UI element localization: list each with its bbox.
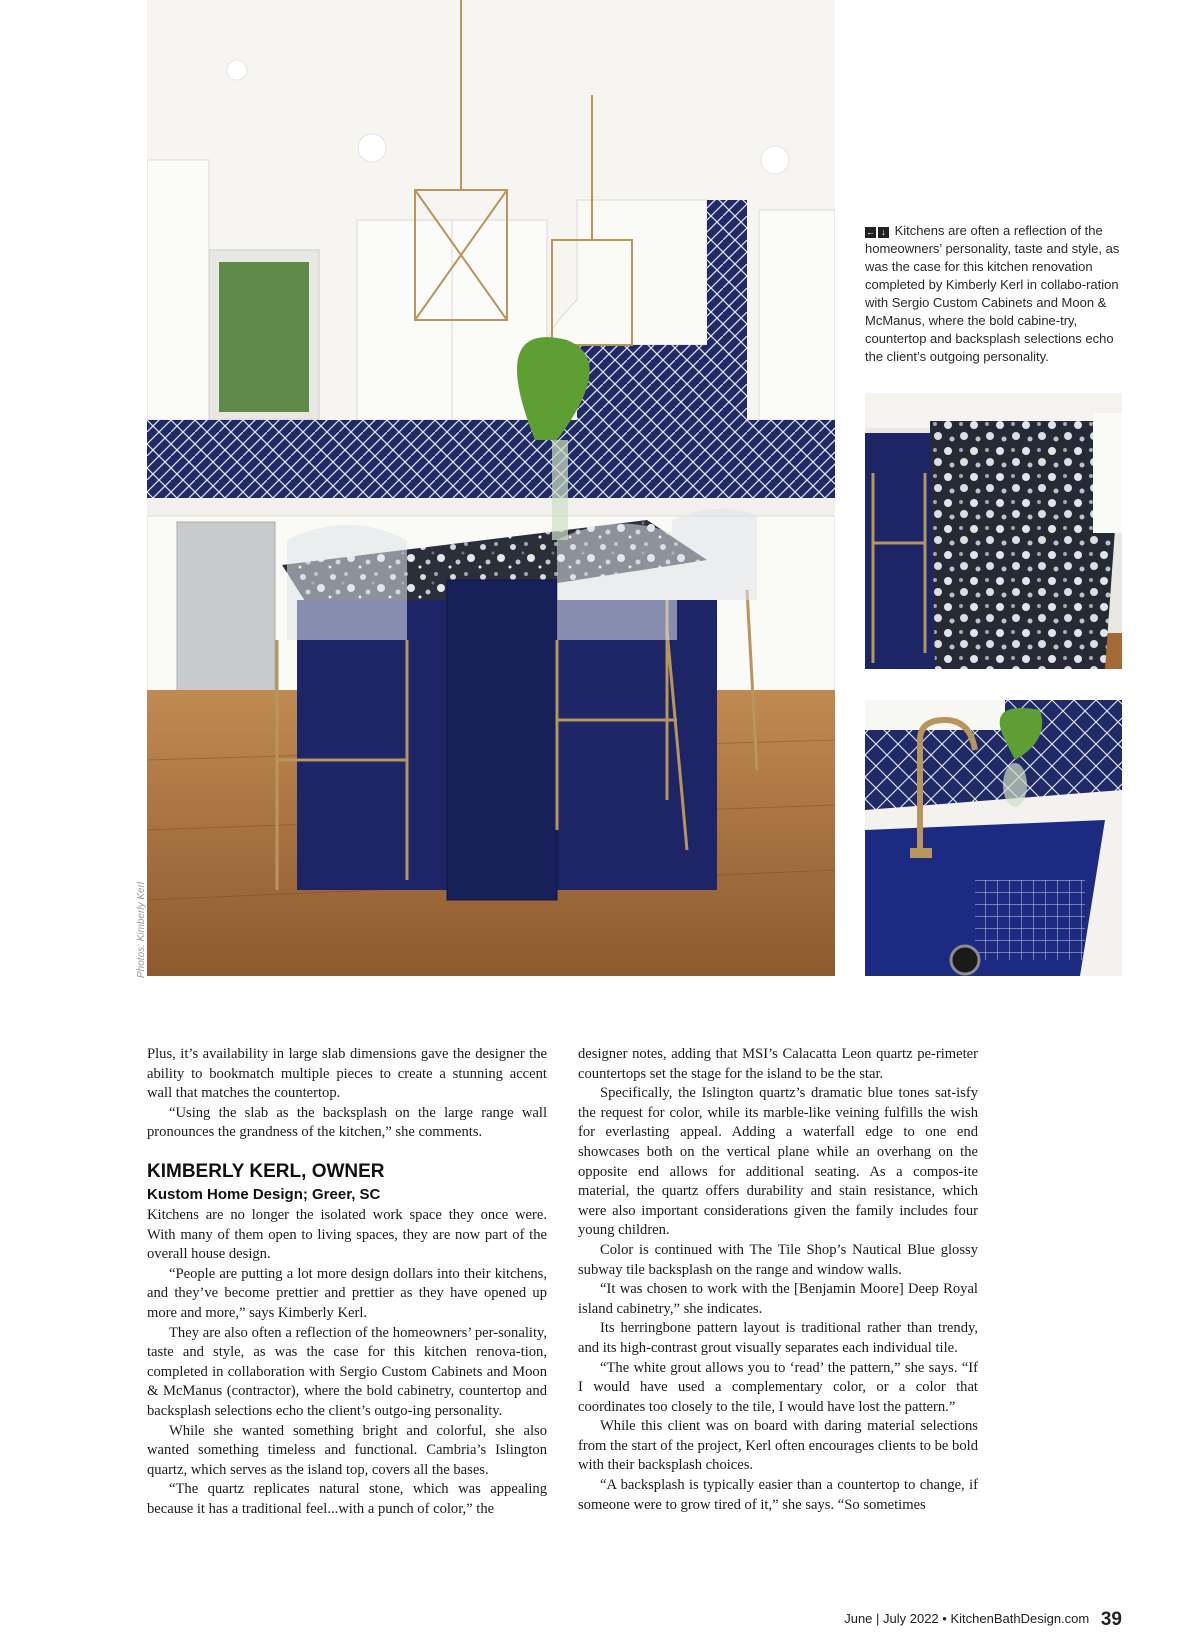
paragraph: Plus, it’s availability in large slab dimensions gave the designer the ability to bookmatch multiple pieces to create a stunning accent wall that matches the countertop.	[147, 1046, 547, 1102]
paragraph: Specifically, the Islington quartz’s dramatic blue tones sat-isfy the request for color, while its marble-like veining fulfills the wish for everlasting appeal. Adding a waterfall edge to one end showcases both on the vertical plane while an overhang on the opposite end allows for additional seating. As a compos-ite material, the quartz offers durability and stain resistance, which were also important considerations given the family includes four young children.	[578, 1085, 978, 1239]
paragraph: Kitchens are no longer the isolated work space they once were. With many of them open to living spaces, they are now part of the overall house design.	[147, 1206, 547, 1263]
article-column-right	[578, 1045, 978, 1515]
paragraph: While this client was on board with daring material selections from the start of the project, Kerl often encourages clients to be bold with their backsplash choices.	[578, 1418, 978, 1474]
photo-credit: Photos: Kimberly Kerl	[136, 881, 147, 978]
paragraph: “People are putting a lot more design dollars into their kitchens, and they’ve become prettier and prettier as they have opened up more and more,” says Kimberly Kerl.	[147, 1265, 547, 1321]
footer-issue: June | July 2022	[844, 1611, 939, 1626]
paragraph: While she wanted something bright and colorful, she also wanted something timeless and functional. Cambria’s Islington quartz, which serves as the island top, covers all the bases.	[147, 1422, 547, 1478]
caption-text: Kitchens are often a reflection of the homeowners’ personality, taste and style, as was the case for this kitchen renovation completed by Kimberly Kerl in collabo-ration with Sergio Custom Cabinets and Moon & McManus, where the bold cabine-try, countertop and backsplash selections echo the client’s outgoing personality.	[865, 223, 1120, 364]
paragraph: “Using the slab as the backsplash on the large range wall pronounces the grandness of the kitchen,” she comments.	[147, 1104, 547, 1141]
paragraph: designer notes, adding that MSI’s Calacatta Leon quartz pe-rimeter countertops set the stage for the island to be the star.	[578, 1046, 978, 1082]
article-column-left	[147, 1045, 547, 1519]
paragraph: “The white grout allows you to ‘read’ the pattern,” she says. “If I would have used a complementary color, or a color that coordinates too closely to the tile, I would have lost the pattern.”	[578, 1359, 978, 1415]
page-footer	[844, 1609, 1122, 1631]
kitchen-illustration	[147, 0, 835, 976]
arrow-left-icon: ←	[866, 227, 875, 237]
paragraph: Its herringbone pattern layout is traditional rather than trendy, and its high-contrast grout visually separates each individual tile.	[578, 1320, 978, 1356]
page-number: 39	[1100, 1609, 1122, 1630]
paragraph: Color is continued with The Tile Shop’s Nautical Blue glossy subway tile backsplash on the range and window walls.	[578, 1241, 978, 1278]
blue-sink-photo	[865, 700, 1122, 976]
paragraph: They are also often a reflection of the homeowners’ per-sonality, taste and style, as was the case for this kitchen renova-tion, completed in collaboration with Sergio Custom Cabinets and Moon & McManus (contractor), where the bold cabinetry, countertop and backsplash selections echo the client’s outgo-ing personality.	[147, 1324, 547, 1419]
paragraph: “A backsplash is typically easier than a countertop to change, if someone were to grow tired of it,” she says. “So sometimes	[578, 1477, 978, 1513]
section-subheading: Kustom Home Design; Greer, SC	[147, 1185, 381, 1203]
footer-separator: •	[942, 1611, 947, 1626]
footer-site: KitchenBathDesign.com	[950, 1611, 1090, 1626]
paragraph: “It was chosen to work with the [Benjamin Moore] Deep Royal island cabinetry,” she indicates.	[578, 1281, 978, 1317]
section-heading: KIMBERLY KERL, OWNER	[147, 1160, 385, 1182]
waterfall-island-photo	[865, 393, 1122, 669]
waterfall-illustration	[865, 393, 1122, 669]
photo-caption	[865, 222, 1130, 366]
arrow-down-icon: ↓	[878, 227, 889, 238]
paragraph: “The quartz replicates natural stone, which was appealing because it has a traditional feel...with a punch of color,” the	[147, 1481, 547, 1517]
main-kitchen-photo	[147, 0, 835, 976]
sink-illustration	[865, 700, 1122, 976]
